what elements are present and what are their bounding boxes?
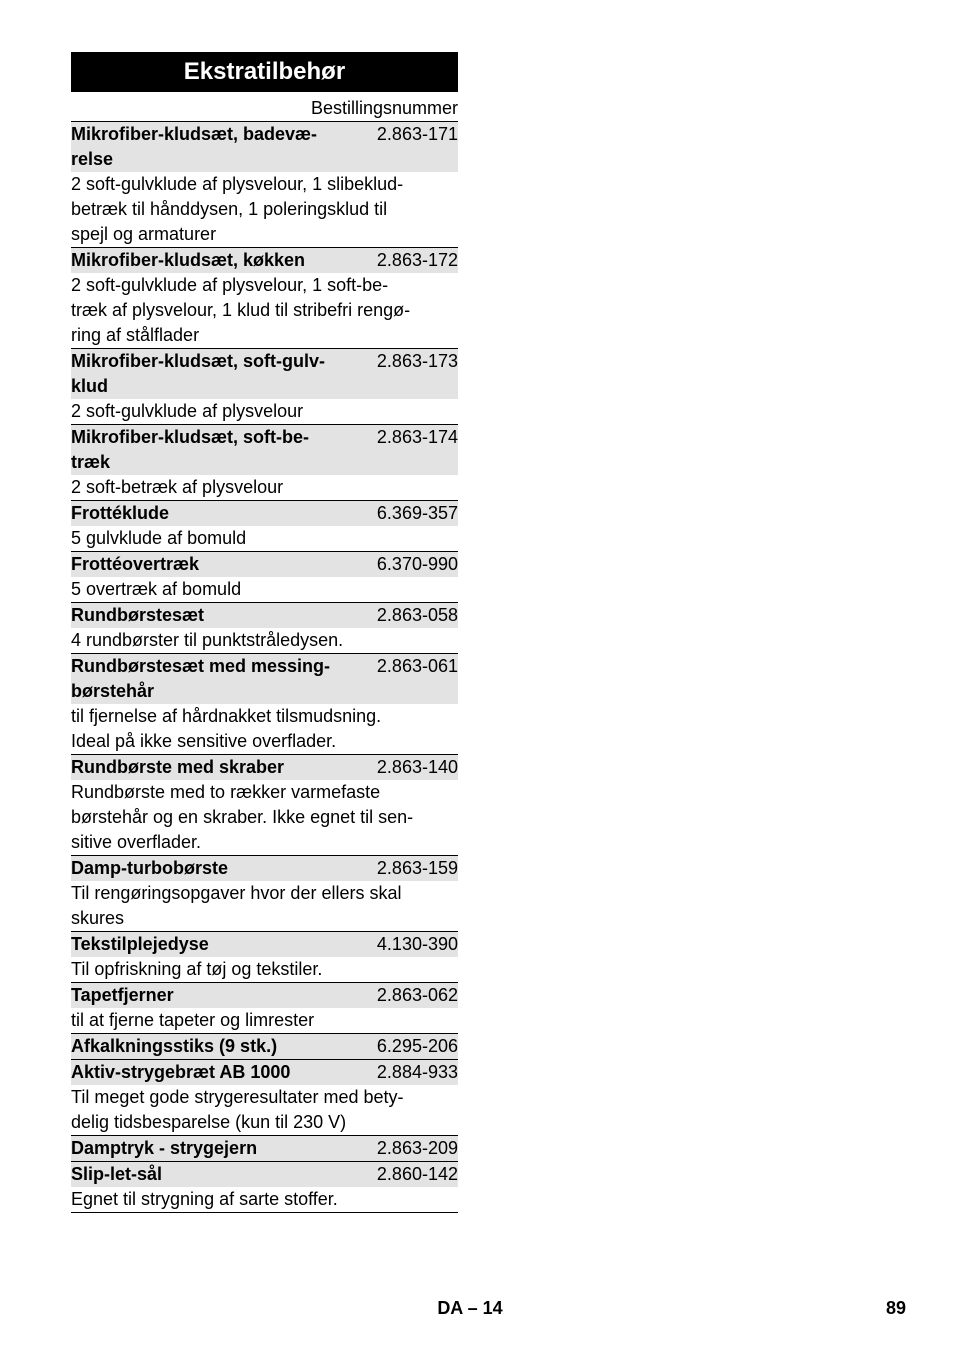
accessory-header-row [71, 1059, 458, 1085]
accessory-description: 2 soft-gulvklude af plysvelour, 1 slibeklud- betræk til hånddysen, 1 poleringsklud til spejl og armaturer [71, 174, 404, 244]
accessory-header-row [71, 982, 458, 1008]
accessory-description: 2 soft-betræk af plysvelour [71, 477, 284, 497]
order-number-header: Bestillingsnummer [310, 98, 458, 118]
accessory-name: Frottéovertræk [71, 554, 200, 574]
accessory-description: til at fjerne tapeter og limrester [71, 1010, 315, 1030]
accessory-order-number: 2.863-062 [376, 985, 458, 1005]
accessory-entry [71, 1161, 458, 1212]
accessory-order-number: 6.370-990 [376, 554, 458, 574]
accessory-order-number: 2.863-159 [376, 858, 458, 878]
accessory-entry [71, 653, 458, 754]
table-end-rule [71, 1212, 458, 1213]
accessory-name: Mikrofiber-kludsæt, soft-be- træk [71, 427, 310, 472]
accessory-name: Frottéklude [71, 503, 170, 523]
accessory-header-row [71, 121, 458, 172]
accessory-header-row [71, 855, 458, 881]
accessory-order-number: 2.863-174 [376, 427, 458, 447]
page-number: 89 [885, 1298, 906, 1318]
accessory-entry [71, 500, 458, 551]
accessory-entry [71, 602, 458, 653]
accessory-entry [71, 1135, 458, 1161]
accessory-header-row [71, 1161, 458, 1187]
accessory-description: 2 soft-gulvklude af plysvelour [71, 401, 304, 421]
accessory-name: Mikrofiber-kludsæt, soft-gulv- klud [71, 351, 326, 396]
accessory-name: Rundbørste med skraber [71, 757, 285, 777]
accessory-description: Til meget gode strygeresultater med bety- delig tidsbesparelse (kun til 230 V) [71, 1087, 404, 1132]
accessory-header-row [71, 551, 458, 577]
accessory-name: Mikrofiber-kludsæt, badevæ- relse [71, 124, 318, 169]
accessory-order-number: 2.863-209 [376, 1138, 458, 1158]
accessory-header-row [71, 500, 458, 526]
accessory-order-number: 2.863-140 [376, 757, 458, 777]
accessory-header-row [71, 754, 458, 780]
accessory-description: 5 overtræk af bomuld [71, 579, 242, 599]
accessory-description: Til rengøringsopgaver hvor der ellers skal skures [71, 883, 402, 928]
accessory-list [71, 121, 458, 1212]
accessory-description: 4 rundbørster til punktstråledysen. [71, 630, 344, 650]
accessory-entry [71, 855, 458, 931]
accessory-name: Afkalkningsstiks (9 stk.) [71, 1036, 278, 1056]
accessory-header-row [71, 653, 458, 704]
accessory-header-row [71, 602, 458, 628]
accessory-order-number: 2.863-172 [376, 250, 458, 270]
accessory-entry [71, 247, 458, 348]
accessory-name: Tapetfjerner [71, 985, 174, 1005]
accessory-description: Til opfriskning af tøj og tekstiler. [71, 959, 323, 979]
accessory-order-number: 2.860-142 [376, 1164, 458, 1184]
accessory-order-number: 2.863-173 [376, 351, 458, 371]
accessory-header-row [71, 1135, 458, 1161]
accessory-entry [71, 121, 458, 247]
accessory-entry [71, 424, 458, 500]
accessory-name: Mikrofiber-kludsæt, køkken [71, 250, 306, 270]
accessory-name: Aktiv-strygebræt AB 1000 [71, 1062, 291, 1082]
accessory-order-number: 6.295-206 [376, 1036, 458, 1056]
accessory-description: Rundbørste med to rækker varmefaste børstehår og en skraber. Ikke egnet til sen- sitive overflader. [71, 782, 414, 852]
accessory-description: 2 soft-gulvklude af plysvelour, 1 soft-be- træk af plysvelour, 1 klud til stribefri rengø- ring af stålflader [71, 275, 411, 345]
accessory-header-row [71, 1033, 458, 1059]
footer-label: DA – 14 [437, 1298, 503, 1318]
accessory-order-number: 6.369-357 [376, 503, 458, 523]
accessory-name: Slip-let-sål [71, 1164, 163, 1184]
accessory-order-number: 4.130-390 [376, 934, 458, 954]
accessory-name: Rundbørstesæt [71, 605, 205, 625]
accessory-header-row [71, 348, 458, 399]
accessory-name: Damp-turbobørste [71, 858, 228, 878]
accessory-name: Tekstilplejedyse [71, 934, 209, 954]
section-title: Ekstratilbehør [71, 52, 458, 92]
accessory-entry [71, 931, 458, 982]
accessory-entry [71, 982, 458, 1033]
accessory-header-row [71, 424, 458, 475]
accessory-name: Rundbørstesæt med messing- børstehår [71, 656, 331, 701]
accessory-order-number: 2.863-061 [376, 656, 458, 676]
accessories-table [71, 52, 458, 1213]
accessory-header-row [71, 931, 458, 957]
accessory-description: 5 gulvklude af bomuld [71, 528, 247, 548]
accessory-entry [71, 1033, 458, 1059]
accessory-description: til fjernelse af hårdnakket tilsmudsning. Ideal på ikke sensitive overflader. [71, 706, 382, 751]
accessory-entry [71, 348, 458, 424]
accessory-entry [71, 551, 458, 602]
accessory-entry [71, 1059, 458, 1135]
accessory-order-number: 2.863-171 [376, 124, 458, 144]
accessory-order-number: 2.884-933 [376, 1062, 458, 1082]
accessory-name: Damptryk - strygejern [71, 1138, 258, 1158]
accessory-entry [71, 754, 458, 855]
accessory-order-number: 2.863-058 [376, 605, 458, 625]
accessory-description: Egnet til strygning af sarte stoffer. [71, 1189, 338, 1209]
accessory-header-row [71, 247, 458, 273]
